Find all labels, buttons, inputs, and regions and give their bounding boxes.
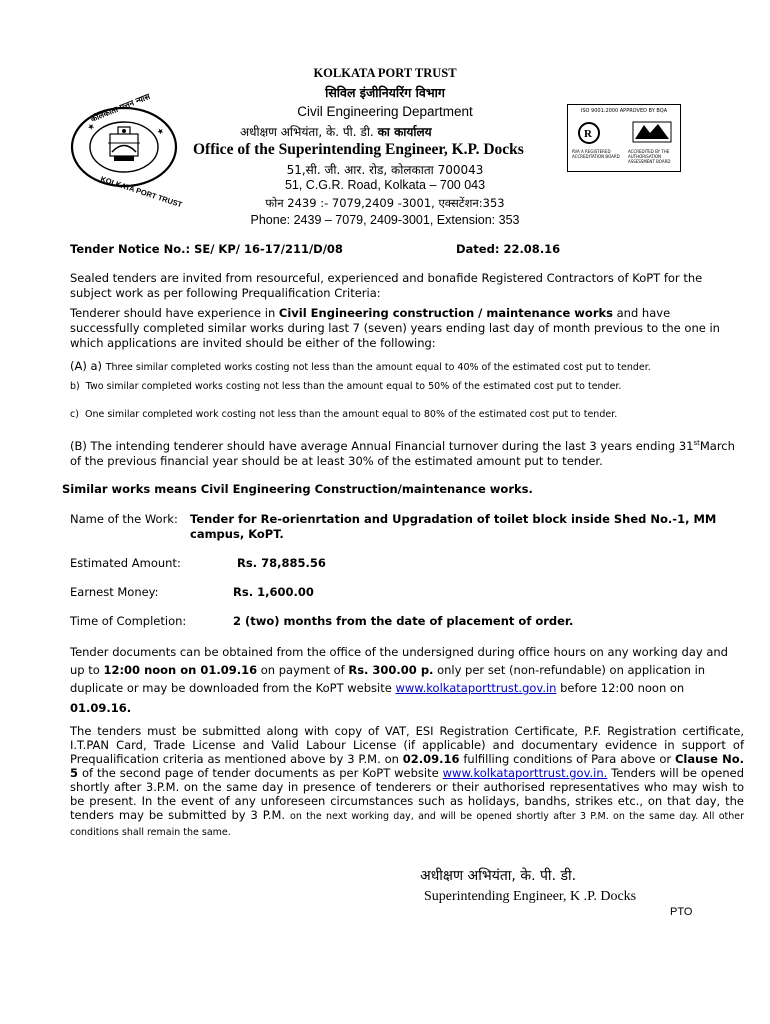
criteria-a-text: Three similar completed works costing not less than the amount equal to 40% of the estimated cost put to tender.: [105, 362, 651, 373]
earnest-money-label: Earnest Money:: [70, 585, 159, 599]
cert-right-caption: ACCREDITED BY THE AUTHORISATION ASSESSMENT BOARD: [628, 149, 671, 164]
tender-notice-date: Dated: 22.08.16: [456, 242, 561, 256]
phone-hindi: फोन 2439 :- 7079,2409 -3001, एक्सटेंशन:353: [265, 196, 505, 210]
phone-english: Phone: 2439 – 7079, 2409-3001, Extension: 353: [250, 213, 520, 227]
submission-clause: Clause No. 5: [70, 752, 745, 780]
documents-paragraph: [70, 643, 740, 697]
criteria-c-text: One similar completed work costing not less than the amount equal to 80% of the estimated cost put to tender.: [84, 409, 618, 420]
accreditation-logo-icon: [632, 121, 672, 143]
intro-paragraph: Sealed tenders are invited from resourceful, experienced and bonafide Registered Contractors of KoPT for the subject work as per following Prequalification Criteria:: [70, 271, 703, 300]
criteria-a: [70, 359, 750, 373]
documents-fee: Rs. 300.00 p.: [348, 663, 434, 677]
estimated-amount-label: Estimated Amount:: [70, 556, 181, 570]
criteria-a-label: (A) a): [70, 359, 103, 373]
experience-works: Civil Engineering construction / maintenance works: [278, 306, 613, 320]
cert-left-caption: RVA A REGISTERED ACCREDITATION BOARD: [572, 149, 620, 159]
submission-text-2: fulfilling conditions of Para above or: [459, 752, 675, 766]
criteria-b-label: b): [70, 381, 80, 392]
submission-text-4: Tenders will be opened shortly after 3.P.M. on the same day in presence of tenderers or their authorised representatives who may wish to be present. In the event of any unforeseen circumstances such as holidays, bandhs, strikes etc., on that day, the tenders may be submitted by 3 P.M.: [70, 766, 744, 822]
submission-paragraph: [70, 724, 744, 840]
submission-text-3: of the second page of tender documents as per KoPT website: [78, 766, 443, 780]
office-hindi-prefix: अधीक्षण अभियंता, के. पी. डी.: [240, 125, 374, 139]
experience-text-2: and have successfully completed similar works during last 7 (seven) years ending last day of month previous to the one in which applications are invited should be either of the following:: [70, 306, 720, 350]
address-hindi: 51,सी. जी. आर. रोड, कोलकाता 700043: [286, 163, 484, 177]
dept-hindi: सिविल इंजीनियरिंग विभाग: [325, 85, 445, 100]
iso-caption: ISO 9001:2000 APPROVED BY BQA: [580, 108, 668, 114]
dept-english: Civil Engineering Department: [297, 104, 473, 119]
office-hindi: [240, 123, 540, 140]
rva-logo-icon: [576, 121, 602, 145]
similar-works-note: Similar works means Civil Engineering Construction/maintenance works.: [62, 482, 533, 496]
kopt-website-link[interactable]: www.kolkataporttrust.gov.in: [395, 681, 557, 695]
experience-paragraph: [70, 306, 720, 351]
submission-date: 02.09.16: [402, 752, 460, 766]
criteria-b: [70, 381, 750, 392]
kopt-website-link-2[interactable]: www.kolkataporttrust.gov.in.: [442, 766, 608, 780]
work-name-value: Tender for Re-orienrtation and Upgradation of toilet block inside Shed No.-1, MM campus, KoPT.: [190, 512, 717, 541]
work-name-label: Name of the Work:: [70, 512, 178, 526]
earnest-money-value: Rs. 1,600.00: [233, 585, 314, 599]
svg-text:★: ★: [85, 121, 97, 133]
office-hindi-suffix: का कार्यालय: [377, 125, 432, 139]
org-name: KOLKATA PORT TRUST: [313, 66, 457, 80]
submission-text-small: on the next working day, and will be opened shortly after 3 P.M. on the same day. All other conditions shall remain the same.: [70, 811, 745, 838]
criteria-b-text: Two similar completed works costing not less than the amount equal to 50% of the estimated cost put to tender.: [85, 381, 622, 392]
experience-text-1: Tenderer should have experience in: [70, 306, 279, 320]
estimated-amount-value: Rs. 78,885.56: [237, 556, 326, 570]
address-english: 51, C.G.R. Road, Kolkata – 700 043: [284, 178, 486, 192]
iso-certification-box: [567, 104, 681, 172]
tender-notice-number: Tender Notice No.: SE/ KP/ 16-17/211/D/08: [70, 242, 343, 256]
signature-english: Superintending Engineer, K .P. Docks: [424, 889, 637, 904]
completion-time-value: 2 (two) months from the date of placement of order.: [233, 614, 574, 628]
documents-deadline: 12:00 noon on 01.09.16: [103, 663, 258, 677]
turnover-paragraph: [70, 436, 740, 469]
documents-text-3: only per set (non-refundable) on application in duplicate or may be downloaded from the KoPT website: [70, 663, 706, 695]
submission-text-1: The tenders must be submitted along with copy of VAT, ESI Registration Certificate, P.F. Registration certificate, I.T.PAN Card, Trade License and Valid Labour License (if applicable) and documentary evidence in support of Prequalification criteria as mentioned above by 3 P.M. on: [70, 724, 744, 766]
turnover-text-1: (B) The intending tenderer should have average Annual Financial turnover during the last 3 years ending 31: [70, 438, 694, 453]
turnover-text-2: March of the previous financial year should be at least 30% of the estimated amount put to tender.: [70, 438, 735, 468]
svg-text:R: R: [584, 128, 592, 140]
documents-text-4: before 12:00 noon on: [556, 681, 685, 695]
turnover-sup: st: [693, 439, 700, 447]
documents-date: 01.09.16.: [70, 701, 132, 715]
svg-text:KOLKATA PORT TRUST: KOLKATA PORT TRUST: [99, 174, 184, 210]
criteria-c-label: c): [70, 409, 79, 420]
documents-text-2: on payment of: [257, 663, 349, 677]
criteria-c: [70, 409, 750, 420]
signature-hindi: अधीक्षण अभियंता, के. पी. डी.: [420, 868, 577, 884]
svg-text:★: ★: [154, 125, 166, 138]
pto-label: PTO: [670, 906, 693, 918]
svg-text:कोलकाता पत्तन न्यास: कोलकाता पत्तन न्यास: [89, 91, 152, 124]
kolkata-port-trust-seal-logo: [70, 91, 184, 210]
completion-time-label: Time of Completion:: [70, 614, 187, 628]
documents-text-1: Tender documents can be obtained from the office of the undersigned during office hours on any working day and up to: [70, 645, 728, 677]
office-english: Office of the Superintending Engineer, K.P. Docks: [193, 141, 524, 158]
